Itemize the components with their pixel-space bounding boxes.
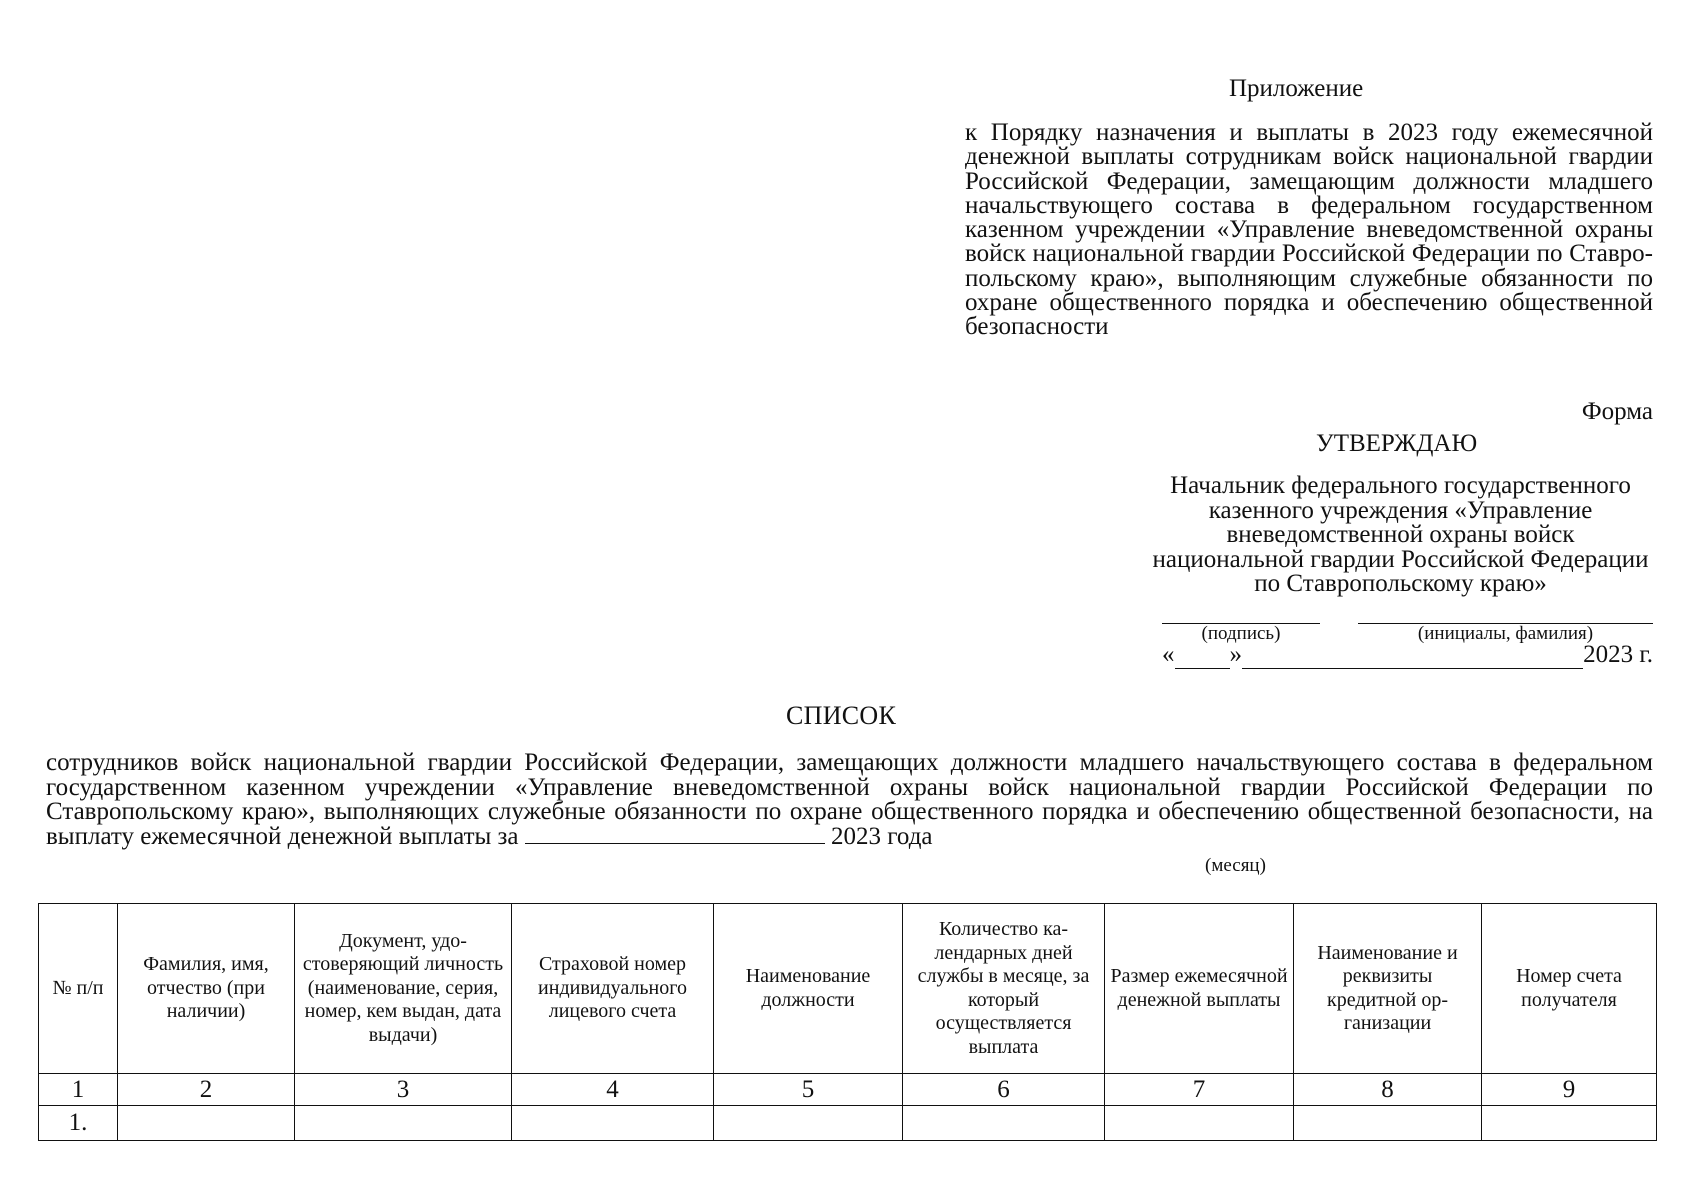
month-blank: [525, 825, 825, 844]
approval-date: [1162, 641, 1653, 669]
column-number: 4: [512, 1074, 714, 1106]
form-label: Форма: [1581, 398, 1653, 425]
header-cell: Документ, удостоверяющий личность (наименование, серия, номер, кем выдан, дата выдачи): [295, 904, 512, 1074]
table-cell: [118, 1106, 295, 1141]
table-row: [39, 1106, 1657, 1141]
list-title: СПИСОК: [786, 701, 897, 730]
roster-table: [38, 903, 1657, 1141]
header-cell: Фамилия, имя, отчество (при наличии): [118, 904, 295, 1074]
column-number-row: [39, 1074, 1657, 1106]
approval-title: УТВЕРЖДАЮ: [1316, 430, 1478, 457]
header-cell: Наименование и реквизиты кредитной организации: [1294, 904, 1482, 1074]
table-cell: [903, 1106, 1105, 1141]
list-text: сотрудников войск национальной гвардии Российской Федерации, замещающих должности младшего начальствующего состава в федеральном государственном казенном учреждении «Управление вневедомственной охраны войск национальной гвардии Российской Федерации по Ставропольскому краю», выполняющих служебные обязанности по охране общественного порядка и обеспечению общественной безопасности, на выплату ежемесячной денежной выплаты за: [46, 749, 1653, 850]
month-blank-line: [1242, 648, 1583, 669]
column-number: 1: [39, 1074, 118, 1106]
header-cell: Номер счета получателя: [1482, 904, 1657, 1074]
table-cell: [1105, 1106, 1294, 1141]
header-cell: Количество календарных дней службы в месяце, за который осуществляется выплата: [903, 904, 1105, 1074]
header-cell: Размер ежемесячной денежной выплаты: [1105, 904, 1294, 1074]
header-row: [39, 904, 1657, 1074]
approval-text: Начальник федерального государственного казенного учреждения «Управление вневедомственной охраны войск национальной гвардии Российской Федерации по Ставропольскому краю»: [1152, 472, 1649, 597]
column-number: 9: [1482, 1074, 1657, 1106]
column-number: 5: [714, 1074, 903, 1106]
month-caption: (месяц): [1205, 855, 1266, 876]
date-year: 2023 г.: [1583, 641, 1653, 668]
table-cell: [1482, 1106, 1657, 1141]
date-open-quote: «: [1162, 641, 1175, 668]
column-number: 7: [1105, 1074, 1294, 1106]
list-description: [46, 751, 1653, 849]
list-year: 2023 года: [831, 822, 933, 850]
appendix-title: Приложение: [1229, 75, 1364, 102]
table-cell: [295, 1106, 512, 1141]
appendix-text: к Порядку назначения и выплаты в 2023 году ежемесячной денежной выплаты сотрудникам войск национальной гвардии Российской Федерации, замещающим должности младшего начальствующего состава в федеральном государственном казенном учреждении «Управление вневедомственной охраны войск национальной гвардии Российской Федерации по Ставропольскому краю», выполняющим служебные обязанности по охране общественного порядка и обеспечению общественной безопасности: [965, 119, 1653, 341]
name-caption: (инициалы, фамилия): [1417, 623, 1594, 644]
column-number: 8: [1294, 1074, 1482, 1106]
day-blank: [1175, 648, 1230, 669]
column-number: 2: [118, 1074, 295, 1106]
column-number: 6: [903, 1074, 1105, 1106]
header-cell: Страховой номер индивидуального лицевого счета: [512, 904, 714, 1074]
column-number: 3: [295, 1074, 512, 1106]
header-cell: Наименование должности: [714, 904, 903, 1074]
table-cell: [714, 1106, 903, 1141]
table-cell: [512, 1106, 714, 1141]
signature-caption: (подпись): [1201, 623, 1281, 644]
table-cell: 1.: [39, 1106, 118, 1141]
date-close-quote: »: [1229, 641, 1242, 668]
table-cell: [1294, 1106, 1482, 1141]
header-cell: № п/п: [39, 904, 118, 1074]
